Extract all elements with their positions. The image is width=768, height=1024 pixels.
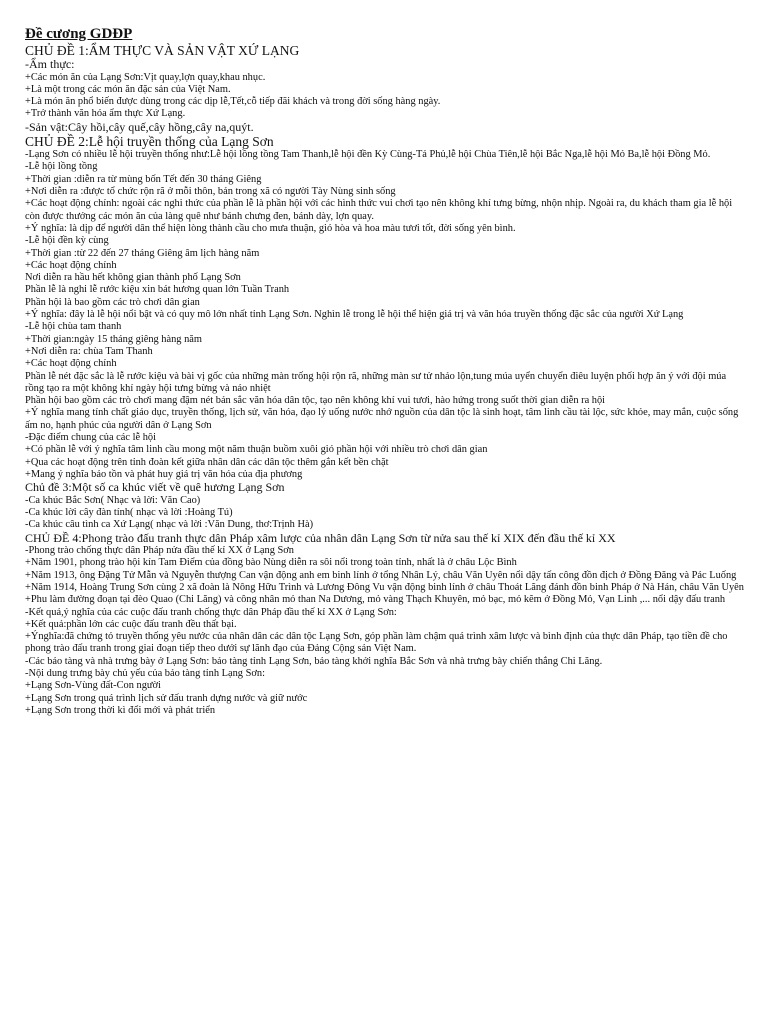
paragraph: +Mang ý nghĩa bảo tồn và phát huy giá trị văn hóa của địa phương xyxy=(25,468,303,480)
paragraph: -Lễ hội đền kỳ cùng xyxy=(25,235,109,247)
paragraph: -Ca khúc Bắc Sơn( Nhạc và lời: Văn Cao) xyxy=(25,494,201,506)
paragraph: Phần lễ nét đặc sắc là lễ rước kiệu và bài vị gốc của những màn trống hội rộn rã, những màn sư tử nhảo lộn,tung múa uyển chuyển điêu luyện phối hợp ăn ý với đội múa rồng tạo ra một không khí ngày hội tưng bừng và náo nhiệt xyxy=(25,370,727,394)
paragraph: +Lạng Sơn-Vùng đất-Con người xyxy=(25,680,161,692)
paragraph: +Các hoạt động chính: ngoài các nghi thức của phần lễ là phần hội với các hình thức vui chơi tạo nên không khí tưng bừng, nhộn nhịp. Ngoài ra, du khách tham gia lễ hội còn được thưởng các món ăn của làng quê như bánh chưng đen, bánh dày, lợn quay. xyxy=(25,198,733,222)
paragraph: Phần hội là bao gồm các trò chơi dân gian xyxy=(25,296,200,308)
paragraph: +Thời gian :diễn ra từ mùng bốn Tết đến 30 tháng Giêng xyxy=(25,173,262,185)
paragraph: +Nơi diễn ra: chùa Tam Thanh xyxy=(25,345,153,357)
paragraph: -Đặc điểm chung của các lễ hội xyxy=(25,432,156,444)
paragraph: +Kết quả:phần lớn các cuộc đấu tranh đều thất bại. xyxy=(25,618,237,630)
paragraph: +Ý nghĩa mang tính chất giáo dục, truyền thống, lịch sử, văn hóa, đạo lý uống nước nhớ nguồn của dân tộc là sinh hoạt, tâm linh cầu tài lộc, sức khỏe, may mắn, cuộc sống ấm no, hạnh phúc của người dân ở Lạng Sơn xyxy=(25,407,739,431)
paragraph: +Năm 1914, Hoàng Trung Sơn cùng 2 xã đoàn là Nông Hữu Trình và Lương Đông Vu vận động binh lính ở châu Thoát Lãng đánh đồn binh Pháp ở Nà Hán, châu Văn Uyên xyxy=(25,581,744,593)
document-body xyxy=(25,43,747,717)
paragraph: +Ýnghĩa:đã chứng tỏ truyền thống yêu nước của nhân dân các dân tộc Lạng Sơn, góp phần làm chậm quá trình xâm lược và bình định của thực dân Pháp, tạo tiền đề cho phong trào đấu tranh trong giai đoạn tiếp theo dưới sự lãnh đạo của Đảng Cộng sản Việt Nam. xyxy=(25,631,728,655)
paragraph: +Là một trong các món ăn đặc sản của Việt Nam. xyxy=(25,83,231,95)
paragraph: +Ý nghĩa: là dịp để người dân thể hiện lòng thành cầu cho mưa thuận, gió hòa và hoa màu tươi tốt, đời sống yên bình. xyxy=(25,222,516,234)
paragraph: +Các hoạt động chính xyxy=(25,259,117,271)
paragraph: +Năm 1913, ông Đặng Tử Mẫn và Nguyễn thượng Can vận động anh em binh lính ở tổng Nhân Lý, châu Văn Uyên nổi dậy tấn công đồn địch ở Đồng Đăng và Pác Luống xyxy=(25,569,737,581)
paragraph: Phần hội bao gồm các trò chơi mang đậm nét bản sắc văn hóa dân tộc, tạo nên không khí vui tươi, hào hứng trong suốt thời gian diễn ra hội xyxy=(25,395,606,407)
paragraph: -Các bảo tàng và nhà trưng bày ở Lạng Sơn: bảo tàng tỉnh Lạng Sơn, bảo tàng khởi nghĩa Bắc Sơn và nhà trưng bày chiến thắng Chi Lăng. xyxy=(25,655,603,667)
paragraph: Phần lễ là nghi lễ rước kiệu xin bát hương quan lớn Tuần Tranh xyxy=(25,284,290,296)
paragraph: +Phu làm đường đoạn tại đèo Quao (Chi Lăng) và công nhân mỏ than Na Dương, mỏ vàng Thạch Khuyên, mỏ bạc, mỏ kẽm ở Đồng Mỏ, Vạn Linh ,... nổi dậy đấu tranh xyxy=(25,594,726,606)
paragraph: +Thời gian :từ 22 đến 27 tháng Giêng âm lịch hàng năm xyxy=(25,247,260,259)
paragraph: +Lạng Sơn trong thời kì đổi mới và phát triển xyxy=(25,704,216,716)
topic-heading: CHỦ ĐỀ 2:Lễ hội truyền thống của Lạng Sơn xyxy=(25,134,274,150)
paragraph: -Ca khúc lời cây đàn tính( nhạc và lời :Hoàng Tú) xyxy=(25,507,233,518)
paragraph: -Phong trào chống thực dân Pháp nửa đầu thế kỉ XX ở Lạng Sơn xyxy=(25,545,294,557)
paragraph: +Qua các hoạt động trên tỉnh đoàn kết giữa nhân dân các dân tộc thêm gắn kết bền chặt xyxy=(25,456,389,468)
topic-heading: CHỦ ĐỀ 1:ẨM THỰC VÀ SẢN VẬT XỨ LẠNG xyxy=(25,43,300,58)
section-heading: Chủ đề 3:Một số ca khúc viết về quê hương Lạng Sơn xyxy=(25,480,285,495)
paragraph: +Ý nghĩa: đây là lễ hội nổi bật và có quy mô lớn nhất tỉnh Lạng Sơn. Nghìn lễ trong lễ hội thể hiện giá trị và văn hóa truyền thống đặc sắc của người Xứ Lạng xyxy=(25,309,684,321)
paragraph: -Lễ hội lồng tồng xyxy=(25,161,98,173)
paragraph: +Nơi diễn ra :được tổ chức rộn rã ở mỗi thôn, bản trong xã có người Tày Nùng sinh sống xyxy=(25,186,396,198)
paragraph: +Năm 1901, phong trào hội kín Tam Điểm của đồng bào Nùng diễn ra sôi nổi trong toàn tỉnh, nhất là ở châu Lộc Bình xyxy=(25,557,517,569)
paragraph: Nơi diễn ra hầu hết không gian thành phố Lạng Sơn xyxy=(25,272,241,284)
paragraph: -Lễ hội chùa tam thanh xyxy=(25,321,122,333)
paragraph: +Là món ăn phổ biến được dùng trong các dịp lễ,Tết,cỗ tiếp đãi khách và trong đời sống hàng ngày. xyxy=(25,96,441,108)
paragraph: +Lạng Sơn trong quá trình lịch sử đấu tranh dựng nước và giữ nước xyxy=(25,692,308,704)
document-page xyxy=(25,26,747,717)
paragraph: +Có phần lễ với ý nghĩa tâm linh cầu mong một năm thuận buồm xuôi gió phần hội với nhiều trò chơi dân gian xyxy=(25,444,488,456)
paragraph: +Các món ăn của Lạng Sơn:Vịt quay,lợn quay,khau nhục. xyxy=(25,71,266,83)
paragraph: +Trở thành văn hóa ẩm thực Xứ Lạng. xyxy=(25,108,186,120)
section-heading: -Sản vật:Cây hồi,cây quế,cây hồng,cây na,quýt. xyxy=(25,119,254,134)
section-heading: CHỦ ĐỀ 4:Phong trào đấu tranh thực dân Pháp xâm lược của nhân dân Lạng Sơn từ nửa sau thế kỉ XIX đến đầu thế kỉ XX xyxy=(25,530,616,545)
paragraph: +Thời gian:ngày 15 tháng giêng hàng năm xyxy=(25,333,202,345)
document-title: Đề cương GDĐP xyxy=(25,26,133,42)
paragraph: +Các hoạt động chính xyxy=(25,358,117,370)
section-heading: -Ẩm thực: xyxy=(25,57,75,71)
paragraph: -Lạng Sơn có nhiều lễ hội truyền thống như:Lễ hội lồng tồng Tam Thanh,lễ hội đền Kỳ Cùng-Tả Phủ,lễ hội Chùa Tiên,lễ hội Bắc Nga,lễ hội Mỏ Ba,lễ hội Đồng Mỏ. xyxy=(25,149,711,161)
paragraph: -Kết quả,ý nghĩa của các cuộc đấu tranh chống thực dân Pháp đầu thế kỉ XX ở Lạng Sơn: xyxy=(25,606,397,618)
paragraph: -Ca khúc câu tình ca Xứ Lạng( nhạc và lời :Văn Dung, thơ:Trịnh Hà) xyxy=(25,519,314,531)
paragraph: -Nội dung trưng bày chủ yếu của bảo tàng tỉnh Lạng Sơn: xyxy=(25,668,265,680)
